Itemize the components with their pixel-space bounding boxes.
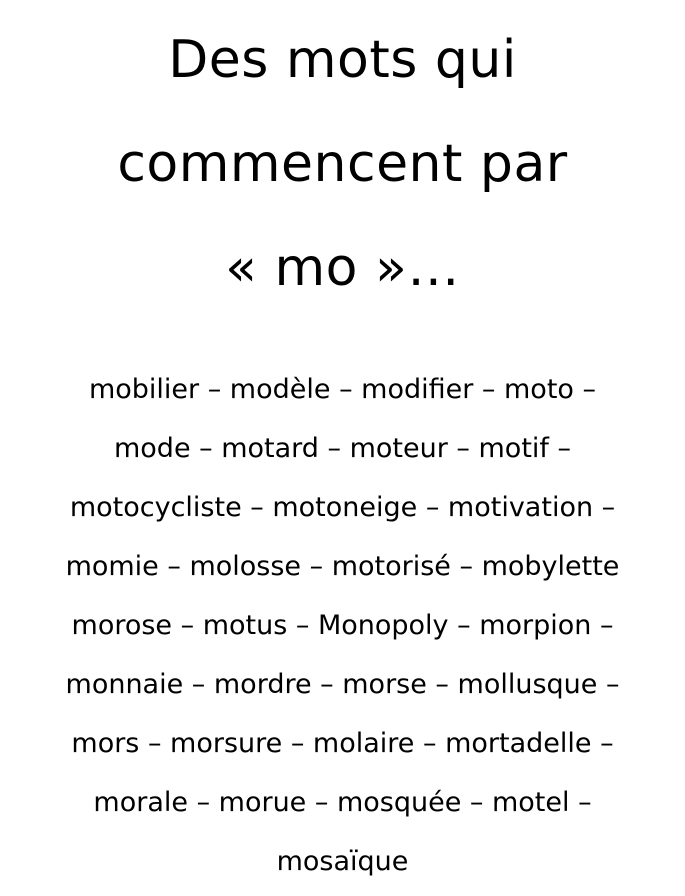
- word-line: morale – morue – mosquée – motel –: [93, 787, 592, 818]
- page-title: [0, 8, 685, 320]
- word-line: momie – molosse – motorisé – mobylette: [65, 551, 620, 582]
- word-line: morose – motus – Monopoly – morpion –: [71, 610, 614, 641]
- word-line: mobilier – modèle – modifier – moto –: [88, 374, 597, 405]
- word-line: mors – morsure – molaire – mortadelle –: [71, 728, 614, 759]
- word-line: mode – motard – moteur – motif –: [113, 433, 571, 464]
- word-line: mosaïque: [276, 846, 409, 877]
- word-line: monnaie – mordre – morse – mollusque –: [65, 669, 620, 700]
- title-line-2: commencent par: [117, 134, 568, 194]
- title-line-1: Des mots qui: [168, 30, 517, 90]
- word-line: motocycliste – motoneige – motivation –: [69, 492, 616, 523]
- word-list: [0, 360, 685, 891]
- title-line-3: « mo »…: [225, 238, 460, 298]
